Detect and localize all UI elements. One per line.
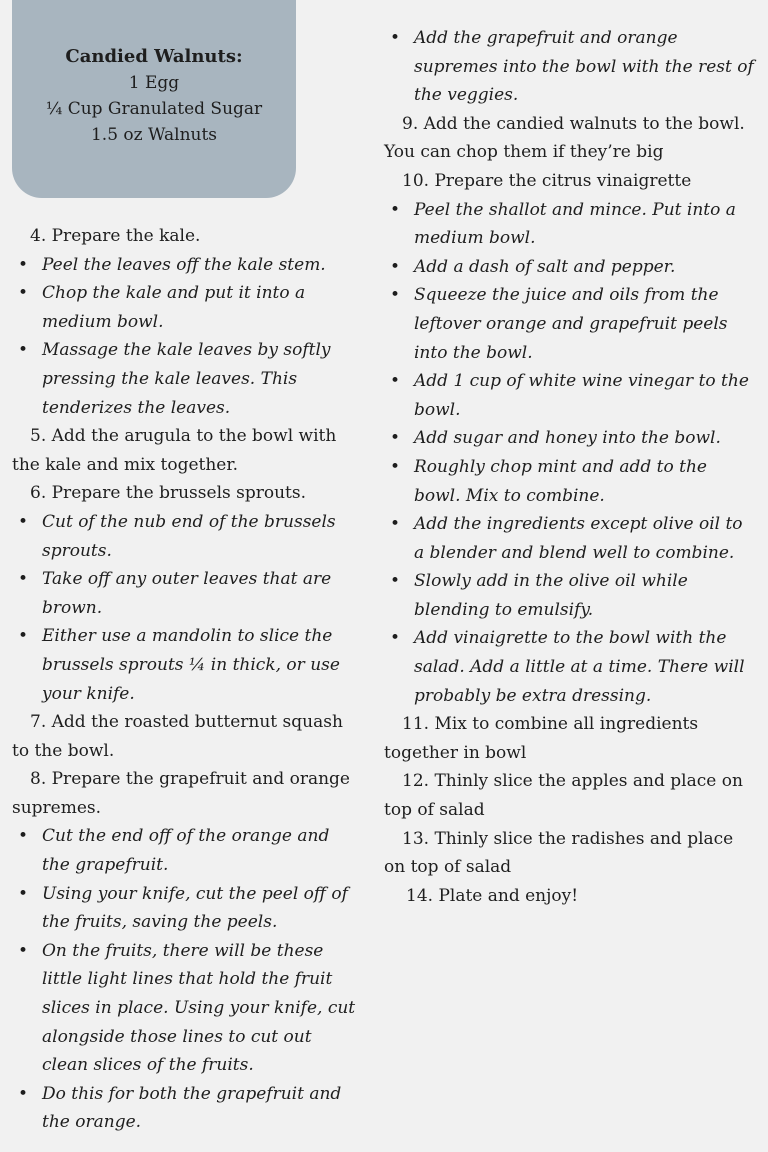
step-4: 4. Prepare the kale. [30, 226, 201, 246]
ingredient-line: 1.5 oz Walnuts [90, 125, 218, 145]
bullet: • Add the grapefruit and orange supremes into the bowl with the rest of the veggies. [384, 24, 756, 110]
step-8-bullets [12, 822, 362, 1137]
bullet: • On the fruits, there will be these little light lines that hold the fruit slices in place. Using your knife, cut alongside those lines to cut out clean slices of the fruits. [12, 937, 362, 1080]
bullet: • Massage the kale leaves by softly pressing the kale leaves. This tenderizes the leaves. [12, 336, 362, 422]
bullet: • Cut the end off of the orange and the grapefruit. [12, 822, 362, 879]
bullet: • Add 1 cup of white wine vinegar to the bowl. [384, 367, 756, 424]
step-13: 13. Thinly slice the radishes and place on top of salad [384, 828, 734, 878]
step-7: 7. Add the roasted butternut squash to the bowl. [12, 712, 343, 761]
bullet: • Add a dash of salt and pepper. [384, 253, 756, 282]
step-9: 9. Add the candied walnuts to the bowl. You can chop them if they’re big [384, 113, 745, 163]
step-5: 5. Add the arugula to the bowl with the kale and mix together. [12, 426, 337, 475]
bullet: • Add sugar and honey into the bowl. [384, 424, 756, 453]
card-title: Candied Walnuts: [65, 46, 243, 67]
candied-walnuts-card [12, 0, 296, 198]
bullet: • Squeeze the juice and oils from the leftover orange and grapefruit peels into the bowl. [384, 281, 756, 367]
step-6: 6. Prepare the brussels sprouts. [30, 483, 307, 504]
bullet: • Roughly chop mint and add to the bowl. Mix to combine. [384, 453, 756, 510]
ingredient-line: 1 Egg [128, 73, 180, 93]
bullet: • Add vinaigrette to the bowl with the salad. Add a little at a time. There will probably be extra dressing. [384, 624, 756, 710]
step-8-continued-bullets [384, 24, 756, 110]
right-column [384, 24, 756, 910]
bullet: • Peel the leaves off the kale stem. [12, 251, 362, 280]
bullet: • Either use a mandolin to slice the brussels sprouts ¼ in thick, or use your knife. [12, 622, 362, 708]
bullet: • Cut of the nub end of the brussels sprouts. [12, 508, 362, 565]
step-11: 11. Mix to combine all ingredients together in bowl [384, 714, 699, 763]
step-10-bullets [384, 196, 756, 711]
bullet: • Chop the kale and put it into a medium bowl. [12, 279, 362, 336]
bullet: • Do this for both the grapefruit and the orange. [12, 1080, 362, 1137]
step-8: 8. Prepare the grapefruit and orange supremes. [12, 769, 350, 818]
step-14: 14. Plate and enjoy! [406, 885, 579, 906]
step-4-bullets [12, 251, 362, 423]
ingredient-line: ¼ Cup Granulated Sugar [45, 99, 263, 119]
bullet: • Slowly add in the olive oil while blending to emulsify. [384, 567, 756, 624]
step-12: 12. Thinly slice the apples and place on top of salad [384, 771, 743, 821]
left-column [12, 222, 362, 1137]
bullet: • Add the ingredients except olive oil to a blender and blend well to combine. [384, 510, 756, 567]
bullet: • Using your knife, cut the peel off of the fruits, saving the peels. [12, 880, 362, 937]
step-10: 10. Prepare the citrus vinaigrette [402, 170, 692, 191]
bullet: • Peel the shallot and mince. Put into a medium bowl. [384, 196, 756, 253]
bullet: • Take off any outer leaves that are brown. [12, 565, 362, 622]
step-6-bullets [12, 508, 362, 708]
